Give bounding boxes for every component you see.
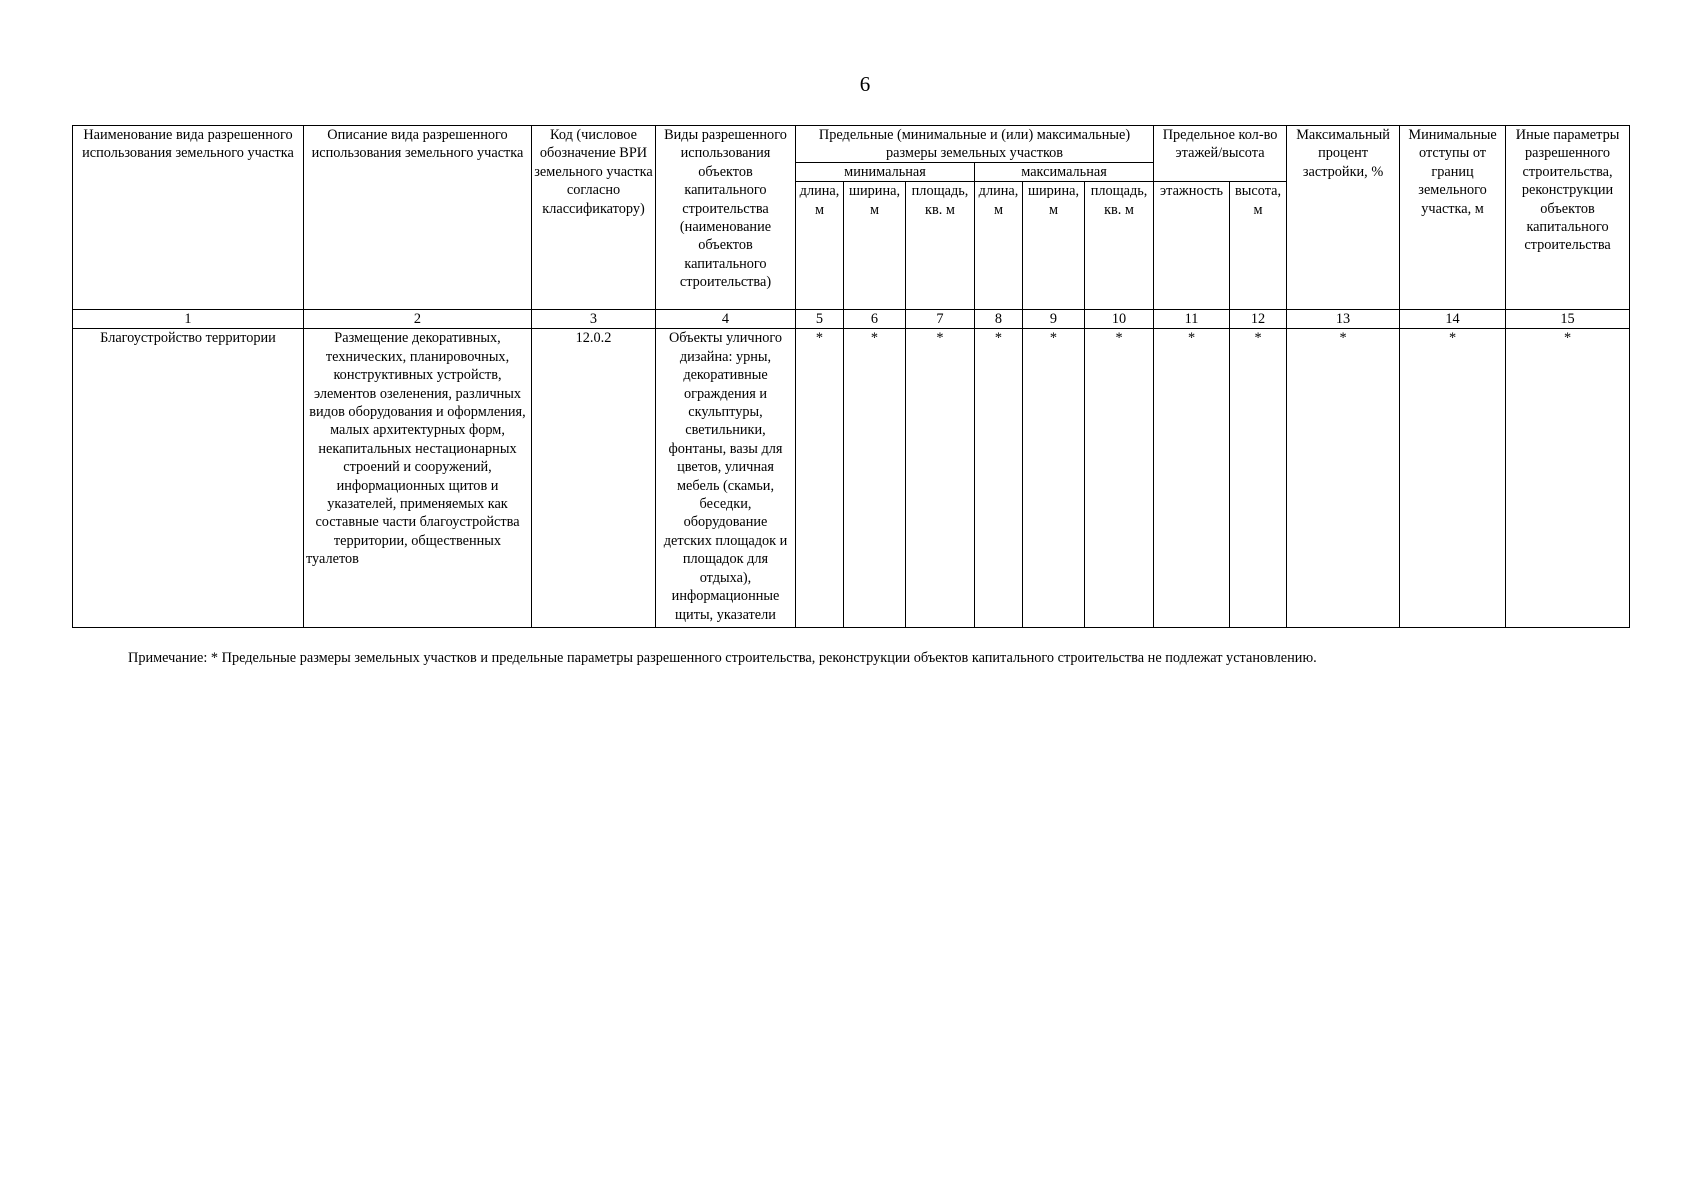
header-floors-height: Предельное кол-во этажей/высота <box>1154 126 1287 182</box>
page-number: 6 <box>859 72 871 96</box>
vri-code: 12.0.2 <box>532 329 656 628</box>
oks-types: Объекты уличного дизайна: урны, декоративные ограждения и скульптуры, светильники, фонтаны, вазы для цветов, уличная мебель (скамьи, беседки, оборудование детских площадок и площадок для отдыха), информационные щиты, указатели <box>656 329 796 628</box>
header-vri-code: Код (числовое обозначение ВРИ земельного участка согласно классификатору) <box>532 126 656 310</box>
value-max-width: * <box>1023 329 1085 628</box>
column-number: 4 <box>656 310 796 329</box>
header-max-width: ширина, м <box>1023 182 1085 310</box>
column-numbers-row <box>73 310 1630 329</box>
header-floors: этажность <box>1154 182 1230 310</box>
land-use-description: Размещение декоративных, технических, планировочных, конструктивных устройств, элементов озеленения, различных видов оборудования и оформления, малых архитектурных форм, некапитальных нестационарных строений и сооружений, информационных щитов и указателей, применяемых как составные части благоустройства территории, общественных туалетов <box>304 329 532 628</box>
column-number: 6 <box>844 310 906 329</box>
column-number: 5 <box>796 310 844 329</box>
header-minimum: минимальная <box>796 163 975 182</box>
table-row <box>73 329 1630 628</box>
value-min-length: * <box>796 329 844 628</box>
header-min-length: длина, м <box>796 182 844 310</box>
header-max-area: площадь, кв. м <box>1085 182 1154 310</box>
value-max-build-percent: * <box>1287 329 1400 628</box>
column-number: 7 <box>906 310 975 329</box>
header-land-use-description: Описание вида разрешенного использования земельного участка <box>304 126 532 310</box>
column-number: 1 <box>73 310 304 329</box>
value-min-width: * <box>844 329 906 628</box>
column-number: 14 <box>1400 310 1506 329</box>
value-height: * <box>1230 329 1287 628</box>
value-min-setbacks: * <box>1400 329 1506 628</box>
header-oks-types: Виды разрешенного использования объектов капитального строительства (наименование объектов капитального строительства) <box>656 126 796 310</box>
column-number: 10 <box>1085 310 1154 329</box>
value-floors: * <box>1154 329 1230 628</box>
column-number: 3 <box>532 310 656 329</box>
value-other-params: * <box>1506 329 1630 628</box>
value-max-length: * <box>975 329 1023 628</box>
column-number: 2 <box>304 310 532 329</box>
header-max-build-percent: Максимальный процент застройки, % <box>1287 126 1400 310</box>
header-min-setbacks: Минимальные отступы от границ земельного участка, м <box>1400 126 1506 310</box>
column-number: 9 <box>1023 310 1085 329</box>
value-min-area: * <box>906 329 975 628</box>
land-use-name: Благоустройство территории <box>73 329 304 628</box>
column-number: 11 <box>1154 310 1230 329</box>
column-number: 13 <box>1287 310 1400 329</box>
header-row-1 <box>73 126 1630 163</box>
column-number: 8 <box>975 310 1023 329</box>
column-number: 15 <box>1506 310 1630 329</box>
header-min-area: площадь, кв. м <box>906 182 975 310</box>
header-max-length: длина, м <box>975 182 1023 310</box>
header-plot-size-limits: Предельные (минимальные и (или) максимальные) размеры земельных участков <box>796 126 1154 163</box>
header-min-width: ширина, м <box>844 182 906 310</box>
table-footnote: Примечание: * Предельные размеры земельных участков и предельные параметры разрешенного строительства, реконструкции объектов капитального строительства не подлежат установлению. <box>128 650 1317 666</box>
column-number: 12 <box>1230 310 1287 329</box>
header-height: высота, м <box>1230 182 1287 310</box>
header-maximum: максимальная <box>975 163 1154 182</box>
header-land-use-name: Наименование вида разрешенного использования земельного участка <box>73 126 304 310</box>
value-max-area: * <box>1085 329 1154 628</box>
header-other-params: Иные параметры разрешенного строительства, реконструкции объектов капитального строительства <box>1506 126 1630 310</box>
land-use-table <box>72 125 1630 628</box>
